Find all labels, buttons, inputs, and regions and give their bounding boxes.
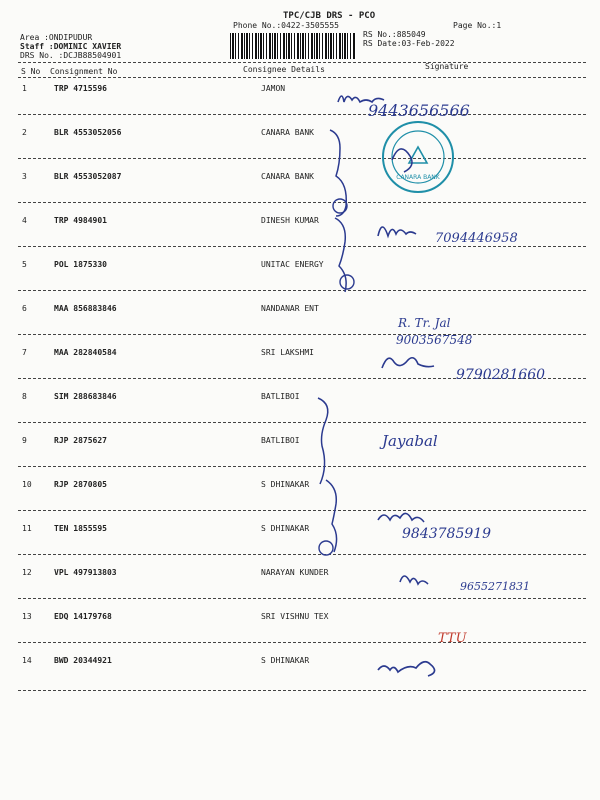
signature-scribble [382,358,434,368]
col-signature: Signature [425,62,469,71]
row-divider [18,114,586,115]
row-consignee: BATLIBOI [261,436,300,445]
row-consignee: BATLIBOI [261,392,300,401]
stamp-overscribble [392,149,412,172]
row-divider [18,422,586,423]
row-sno: 13 [22,612,32,621]
row-sno: 2 [22,128,27,137]
row-divider [18,690,586,691]
row-sno: 1 [22,84,27,93]
row-divider [18,202,586,203]
table-row [0,216,600,226]
row-divider [18,158,586,159]
row-consignment: TRP 4715596 [54,84,107,93]
table-row [0,436,600,446]
row-divider [18,466,586,467]
row-divider [18,642,586,643]
drs-number: DRS No. :DCJB88504901 [20,51,122,60]
bracket-circle [340,275,354,289]
row-consignee: NANDANAR ENT [261,304,319,313]
handwritten-phone: 9843785919 [402,526,492,542]
row-consignee: JAMON [261,84,286,93]
row-consignment: BWD 20344921 [54,656,112,665]
row-consignment: BLR 4553052056 [54,128,122,137]
document-title: TPC/CJB DRS - PCO [283,11,376,21]
stamp-text: CANARA BANK [396,174,440,181]
row-sno: 4 [22,216,27,225]
signature-scribble [378,227,416,236]
row-divider [18,598,586,599]
row-consignment: POL 1875330 [54,260,107,269]
row-consignee: S DHINAKAR [261,524,310,533]
row-consignment: MAA 282840584 [54,348,117,357]
table-row [0,348,600,358]
row-consignment: BLR 4553052087 [54,172,122,181]
row-sno: 6 [22,304,27,313]
table-row [0,392,600,402]
row-consignment: SIM 288683846 [54,392,117,401]
row-sno: 10 [22,480,32,489]
row-consignee: CANARA BANK [261,128,314,137]
table-row [0,172,600,182]
row-sno: 11 [22,524,32,533]
handwritten-phone: 9003567548 [396,333,473,347]
row-divider [18,378,586,379]
row-sno: 9 [22,436,27,445]
table-row [0,84,600,94]
column-header-divider [18,77,586,78]
row-consignment: RJP 2875627 [54,436,107,445]
row-divider [18,334,586,335]
row-sno: 12 [22,568,32,577]
col-consignee: Consignee Details [243,65,325,74]
header-divider [18,62,586,63]
row-consignee: DINESH KUMAR [261,216,319,225]
row-sno: 14 [22,656,32,665]
table-row [0,304,600,314]
bracket-mark [335,218,346,292]
bracket-circle [319,541,333,555]
table-row [0,656,600,666]
row-consignee: CANARA BANK [261,172,314,181]
barcode [230,33,356,59]
row-consignment: TRP 4984901 [54,216,107,225]
handwritten-name: R. Tr. Jal [398,316,451,330]
row-sno: 8 [22,392,27,401]
row-divider [18,554,586,555]
signature-scribble [378,513,424,522]
row-divider [18,510,586,511]
table-row [0,260,600,270]
row-sno: 5 [22,260,27,269]
row-consignee: NARAYAN KUNDER [261,568,329,577]
handwritten-phone: 7094446958 [435,231,518,246]
table-row [0,568,600,578]
row-consignment: TEN 1855595 [54,524,107,533]
row-divider [18,290,586,291]
row-sno: 3 [22,172,27,181]
row-consignee: SRI VISHNU TEX [261,612,329,621]
col-consignment: Consignment No [50,67,118,76]
row-consignment: EDQ 14179768 [54,612,112,621]
signature-scribble [338,96,384,102]
table-row [0,128,600,138]
handwritten-phone: 9443656566 [368,101,470,120]
table-row [0,480,600,490]
col-sno: S No [21,67,41,76]
area-label: Area :ONDIPUDUR [20,33,93,42]
row-sno: 7 [22,348,27,357]
phone-number: Phone No.:0422-3505555 [233,21,339,30]
rs-number: RS No.:885049 [363,30,426,39]
rs-date: RS Date:03-Feb-2022 [363,39,455,48]
table-row [0,524,600,534]
row-consignment: RJP 2870805 [54,480,107,489]
staff-label: Staff :DOMINIC XAVIER [20,42,122,51]
row-divider [18,246,586,247]
page-number: Page No.:1 [453,21,502,30]
row-consignee: S DHINAKAR [261,656,310,665]
row-consignee: SRI LAKSHMI [261,348,314,357]
row-consignment: MAA 856883846 [54,304,117,313]
handwritten-phone: 9790281660 [456,367,546,383]
row-consignee: UNITAC ENERGY [261,260,324,269]
row-consignee: S DHINAKAR [261,480,310,489]
handwritten-name: Jayabal [382,432,438,450]
row-consignment: VPL 497913803 [54,568,117,577]
bracket-mark [326,480,337,552]
handwritten-phone: 9655271831 [460,580,530,593]
handwritten-mark: TTU [438,631,467,646]
table-row [0,612,600,622]
